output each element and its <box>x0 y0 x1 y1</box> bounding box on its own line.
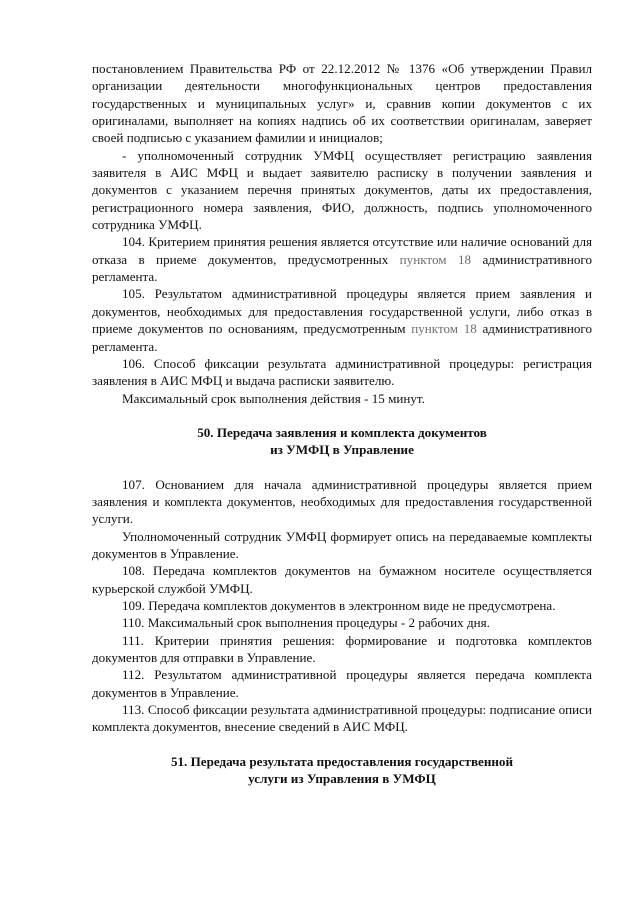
section-51-title-line2: услуги из Управления в УМФЦ <box>248 771 436 787</box>
paragraph-105-text: 105. Результатом административной процедуры является прием заявления и документов, необходимых для предоставления государственной услуги, либо отказ в приеме документов по основаниям, предусмотренным <box>92 286 592 337</box>
paragraph-104 <box>92 233 592 285</box>
link-punkt-18[interactable]: пунктом 18 <box>399 251 472 267</box>
paragraph-110: 110. Максимальный срок выполнения процедуры - 2 рабочих дня. <box>122 615 490 631</box>
paragraph-max-time: Максимальный срок выполнения действия - 15 минут. <box>122 390 425 406</box>
paragraph-112: 112. Результатом административной процедуры является передача комплекта документов в Управление. <box>92 667 592 700</box>
paragraph-109: 109. Передача комплектов документов в электронном виде не предусмотрена. <box>122 597 556 613</box>
section-51-title-line1: 51. Передача результата предоставления государственной <box>170 753 514 769</box>
section-50-title-line2: из УМФЦ в Управление <box>270 442 414 458</box>
section-50-title-line1: 50. Передача заявления и комплекта документов <box>197 424 487 440</box>
spacer <box>92 407 592 424</box>
paragraph-105-tail: административного регламента. <box>92 321 592 354</box>
spacer <box>92 736 592 753</box>
link-punkt-18-second[interactable]: пунктом 18 <box>411 321 477 337</box>
paragraph-113: 113. Способ фиксации результата административной процедуры: подписание описи комплекта документов, внесение сведений в АИС МФЦ. <box>92 702 592 735</box>
paragraph-108: 108. Передача комплектов документов на бумажном носителе осуществляется курьерской службой УМФЦ. <box>92 563 592 596</box>
paragraph-104-tail: административного регламента. <box>92 251 593 285</box>
paragraph-107: 107. Основанием для начала административной процедуры является прием заявления и комплекта документов, необходимых для предоставления государственной услуги. <box>92 476 592 527</box>
paragraph-106: 106. Способ фиксации результата административной процедуры: регистрация заявления в АИС МФЦ и выдача расписки заявителю. <box>92 355 592 389</box>
paragraph-111: 111. Критерии принятия решения: формирование и подготовка комплектов документов для отправки в Управление. <box>92 632 592 665</box>
paragraph-104-text: 104. Критерием принятия решения является отсутствие или наличие оснований для отказа в приеме документов, предусмотренных <box>92 234 592 267</box>
paragraph-registration: - уполномоченный сотрудник УМФЦ осуществляет регистрацию заявления заявителя в АИС МФЦ и выдает заявителю расписку в получении заявления и документов с указанием перечня принятых документов, даты их предоставления, регистрационного номера заявления, ФИО, должность, подпись уполномоченного сотрудника УМФЦ. <box>92 147 592 233</box>
paragraph-105 <box>92 285 592 354</box>
spacer <box>92 459 592 476</box>
paragraph-continuation: постановлением Правительства РФ от 22.12.2012 № 1376 «Об утверждении Правил организации деятельности многофункциональных центров предоставления государственных и муниципальных услуг» и, сравнив копии документов с их оригиналами, выполняет на копиях надпись об их соответствии оригиналам, заверяет своей подписью с указанием фамилии и инициалов; <box>92 61 592 146</box>
paragraph-107-inventory: Уполномоченный сотрудник УМФЦ формирует опись на передаваемые комплекты документов в Управление. <box>92 528 592 561</box>
